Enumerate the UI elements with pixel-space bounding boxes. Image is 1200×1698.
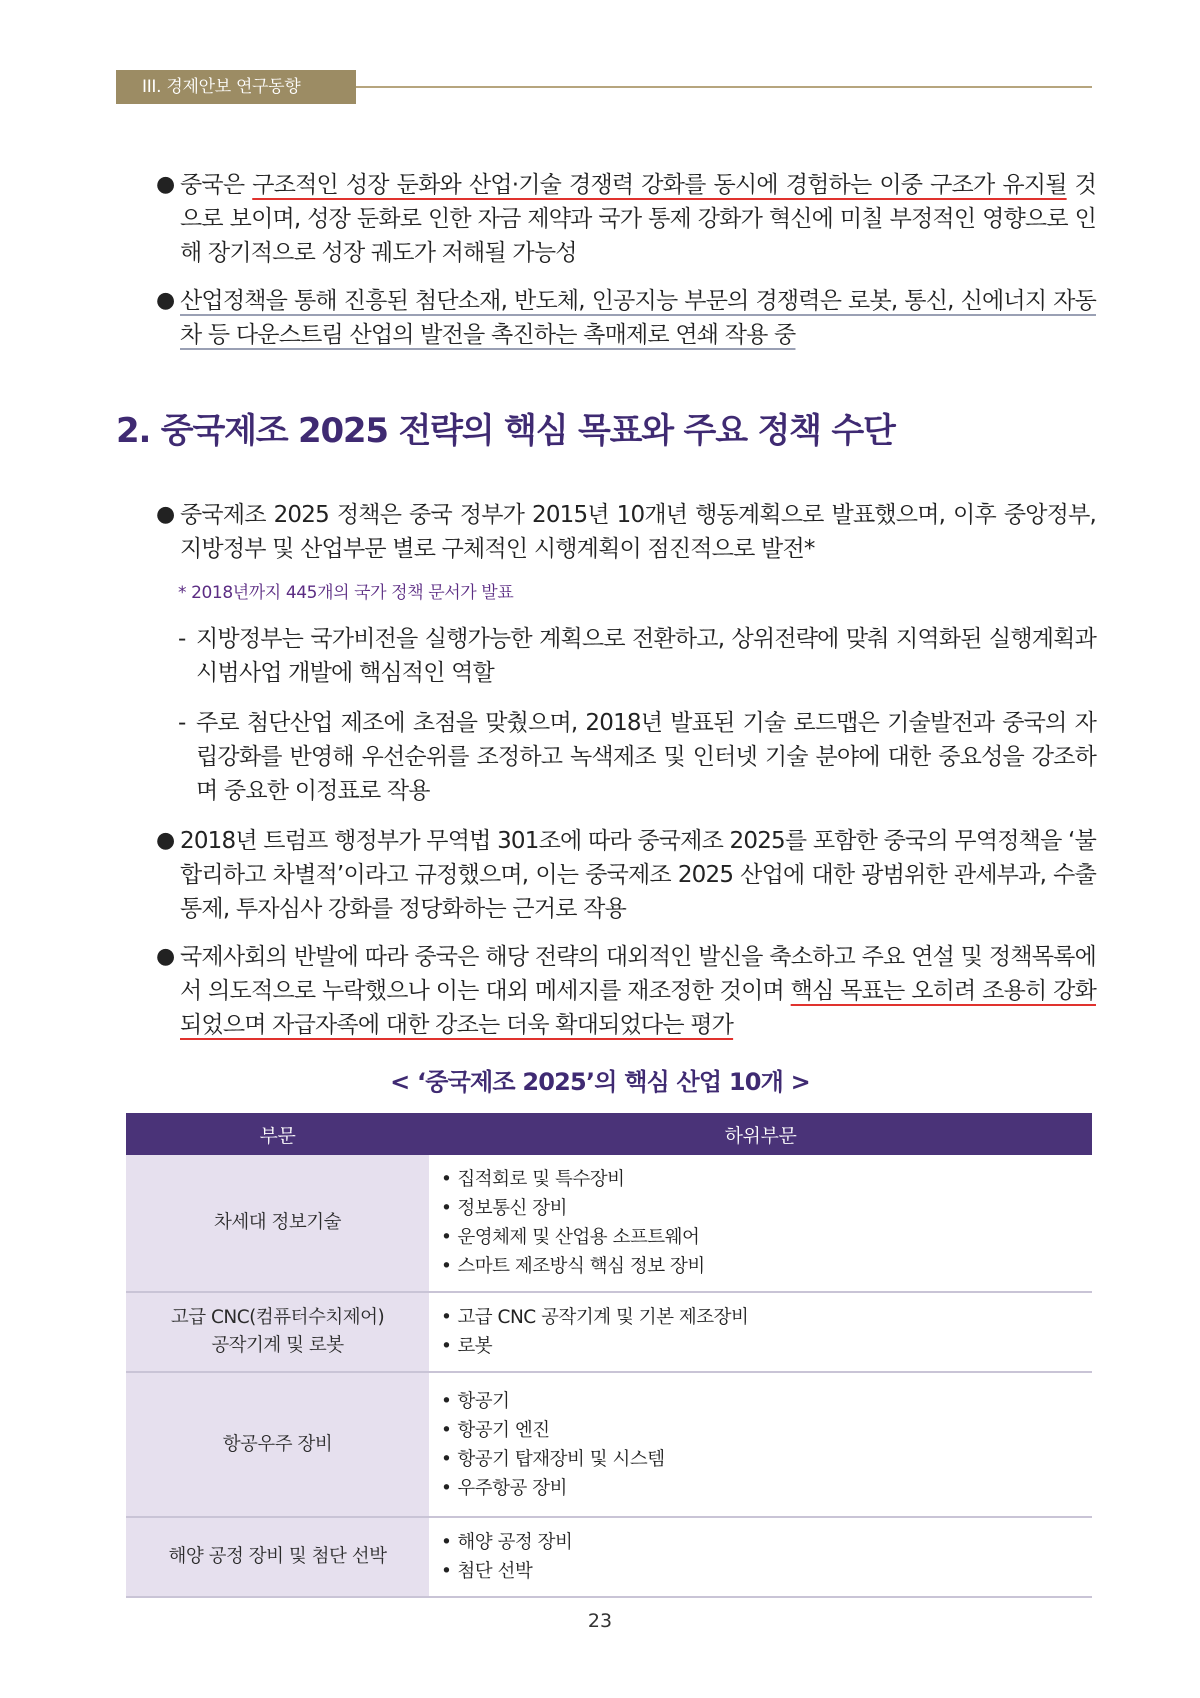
bullet-dot-icon: ●: [156, 828, 175, 853]
page-header: [116, 70, 1092, 104]
list-item: • 해양 공정 장비: [441, 1532, 573, 1553]
list-item: • 정보통신 장비: [441, 1198, 568, 1219]
underlined-text: 구조적인 성장 둔화와 산업·기술 경쟁력 강화를 동시에 경험하는 이중 구조가 유지될: [252, 172, 1067, 198]
sector-cell: 해양 공정 장비 및 첨단 선박: [126, 1517, 429, 1597]
header-sector: 부문: [126, 1113, 429, 1155]
bullet-dot-icon: ●: [156, 944, 175, 969]
bullet-international-backlash: ● 국제사회의 반발에 따라 중국은 해당 전략의 대외적인 발신을 축소하고 주요 연설 및 정책목록에서 의도적으로 누락했으나 이는 대외 메세지를 재조정한 것이며 핵심 목표는 오히려 조용히 강화되었으며 자급자족에 대한 강조는 더욱 확대되었다는 평가: [156, 940, 1096, 1042]
bullet-trump-section-301: ● 2018년 트럼프 행정부가 무역법 301조에 따라 중국제조 2025를 포함한 중국의 무역정책을 ‘불합리하고 차별적’이라고 규정했으며, 이는 중국제조 2025 산업에 대한 광범위한 관세부과, 수출통제, 투자심사 강화를 정당화하는 근거로 작용: [156, 824, 1096, 926]
footnote: * 2018년까지 445개의 국가 정책 문서가 발표: [178, 583, 514, 603]
underlined-text: 산업정책을 통해 진흥된 첨단소재, 반도체, 인공지능 부문의 경쟁력은 로봇, 통신, 신에너지 자동차 등 다운스트림 산업의 발전을 촉진하는 촉매제로 연쇄 작용 중: [180, 288, 1096, 348]
list-item: • 항공기: [441, 1390, 510, 1412]
header-subsector: 하위부문: [429, 1113, 1092, 1155]
table-title: < ‘중국제조 2025’의 핵심 산업 10개 >: [390, 1068, 810, 1096]
header-rule: [356, 86, 1092, 88]
bullet-china-dual-structure: ● 중국은 구조적인 성장 둔화와 산업·기술 경쟁력 강화를 동시에 경험하는 이중 구조가 유지될 것으로 보이며, 성장 둔화로 인한 자금 제약과 국가 통제 강화가 혁신에 미칠 부정적인 영향으로 인해 장기적으로 성장 궤도가 저해될 가능성: [156, 168, 1096, 270]
list-item: • 집적회로 및 특수장비: [441, 1169, 625, 1190]
subsector-cell: [429, 1517, 1092, 1597]
page-number: 23: [587, 1610, 613, 1632]
list-item: • 항공기 탑재장비 및 시스템: [441, 1448, 665, 1470]
section-title: 2. 중국제조 2025 전략의 핵심 목표와 주요 정책 수단: [116, 411, 895, 451]
subsector-cell: [429, 1155, 1092, 1292]
section-label: III. 경제안보 연구동향: [116, 70, 356, 104]
sector-cell: 차세대 정보기술: [126, 1155, 429, 1292]
table-row: [126, 1517, 1092, 1597]
dash-item-tech-roadmap: - 주로 첨단산업 제조에 초점을 맞췄으며, 2018년 발표된 기술 로드맵은 기술발전과 중국의 자립강화를 반영해 우선순위를 조정하고 녹색제조 및 인터넷 기술 분야에 대한 중요성을 강조하며 중요한 이정표로 작용: [178, 706, 1096, 808]
bullet-dot-icon: ●: [156, 288, 175, 313]
list-item: • 로봇: [441, 1336, 493, 1357]
sector-cell: 고급 CNC(컴퓨터수치제어) 공작기계 및 로봇: [126, 1292, 429, 1372]
list-item: • 우주항공 장비: [441, 1477, 568, 1499]
list-item: • 고급 CNC 공작기계 및 기본 제조장비: [441, 1307, 749, 1328]
list-item: • 항공기 엔진: [441, 1419, 550, 1441]
sector-cell: 항공우주 장비: [126, 1372, 429, 1517]
dash-item-local-government: - 지방정부는 국가비전을 실행가능한 계획으로 전환하고, 상위전략에 맞춰 지역화된 실행계획과 시범사업 개발에 핵심적인 역할: [178, 622, 1096, 690]
bullet-made-in-china-policy: ● 중국제조 2025 정책은 중국 정부가 2015년 10개년 행동계획으로 발표했으며, 이후 중앙정부, 지방정부 및 산업부문 별로 구체적인 시행계획이 점진적으로 발전*: [156, 498, 1096, 566]
list-item: • 스마트 제조방식 핵심 정보 장비: [441, 1256, 705, 1277]
bullet-industrial-policy: [156, 284, 1096, 352]
subsector-cell: [429, 1292, 1092, 1372]
table-row: [126, 1292, 1092, 1372]
list-item: • 운영체제 및 산업용 소프트웨어: [441, 1227, 700, 1248]
dash-mark: -: [178, 710, 186, 736]
dash-mark: -: [178, 626, 186, 652]
bullet-dot-icon: ●: [156, 172, 175, 197]
underlined-text: 핵심 목표는 오히려 조용히 강화되었으며 자급자족에 대한 강조는 더욱 확대되었다는 평가: [180, 978, 1096, 1038]
list-item: • 첨단 선박: [441, 1561, 533, 1582]
table-row: [126, 1372, 1092, 1517]
bullet-dot-icon: ●: [156, 502, 175, 527]
core-industries-table: [126, 1113, 1092, 1598]
table-row: [126, 1155, 1092, 1292]
table-header-row: [126, 1113, 1092, 1155]
subsector-cell: [429, 1372, 1092, 1517]
